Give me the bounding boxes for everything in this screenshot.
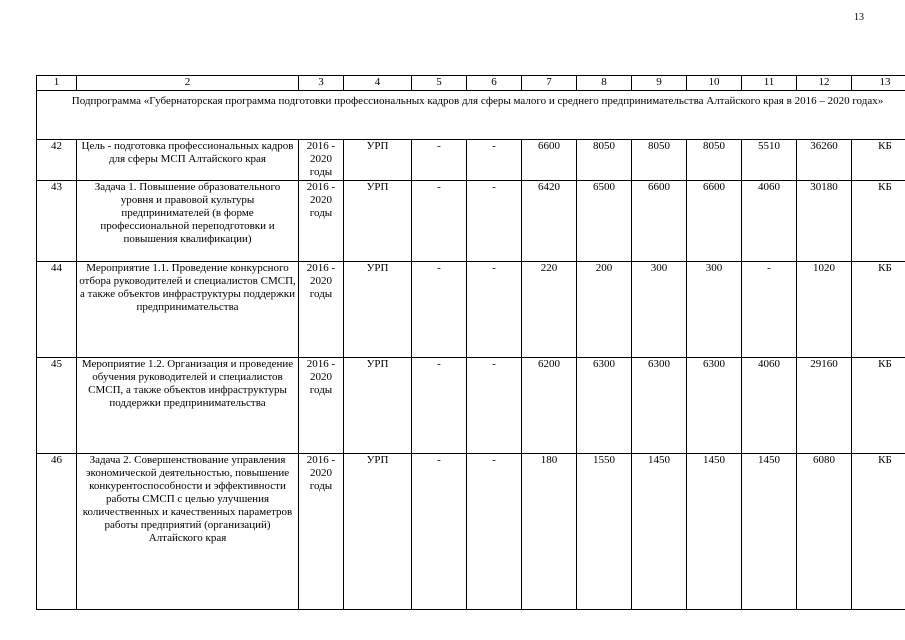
row-cell: 6080 bbox=[797, 454, 852, 610]
row-cell: КБ bbox=[852, 358, 905, 454]
column-header: 8 bbox=[577, 76, 632, 91]
column-number-row bbox=[37, 76, 905, 91]
row-cell: 8050 bbox=[577, 140, 632, 181]
column-header: 5 bbox=[412, 76, 467, 91]
row-cell: 1550 bbox=[577, 454, 632, 610]
row-cell: 6300 bbox=[687, 358, 742, 454]
row-cell: 6600 bbox=[632, 181, 687, 262]
row-cell: 300 bbox=[632, 262, 687, 358]
row-cell: КБ bbox=[852, 181, 905, 262]
subprogram-row bbox=[37, 91, 905, 140]
row-cell: КБ bbox=[852, 454, 905, 610]
row-cell: 8050 bbox=[687, 140, 742, 181]
column-header: 2 bbox=[77, 76, 299, 91]
row-number: 42 bbox=[37, 140, 77, 181]
row-cell: 1020 bbox=[797, 262, 852, 358]
row-cell: - bbox=[467, 262, 522, 358]
row-cell: 29160 bbox=[797, 358, 852, 454]
column-header: 13 bbox=[852, 76, 905, 91]
row-cell: КБ bbox=[852, 262, 905, 358]
table-row bbox=[37, 358, 905, 454]
row-description: Цель - подготовка профессиональных кадров для сферы МСП Алтайского края bbox=[77, 140, 299, 181]
row-cell: 1450 bbox=[687, 454, 742, 610]
row-cell: - bbox=[467, 358, 522, 454]
row-executor: УРП bbox=[344, 140, 412, 181]
row-number: 43 bbox=[37, 181, 77, 262]
budget-table bbox=[36, 75, 905, 610]
row-description: Задача 1. Повышение образовательного уровня и правовой культуры предпринимателей (в форме профессиональной переподготовки и повышения квалификации) bbox=[77, 181, 299, 262]
row-cell: 6420 bbox=[522, 181, 577, 262]
table-row bbox=[37, 181, 905, 262]
row-cell: 6300 bbox=[577, 358, 632, 454]
row-cell: 200 bbox=[577, 262, 632, 358]
row-years: 2016 - 2020 годы bbox=[299, 262, 344, 358]
table-row bbox=[37, 454, 905, 610]
column-header: 4 bbox=[344, 76, 412, 91]
row-cell: 5510 bbox=[742, 140, 797, 181]
row-description: Мероприятие 1.1. Проведение конкурсного отбора руководителей и специалистов СМСП, а также объектов инфраструктуры поддержки предпринимательства bbox=[77, 262, 299, 358]
row-cell: 4060 bbox=[742, 181, 797, 262]
row-cell: 6300 bbox=[632, 358, 687, 454]
row-cell: 1450 bbox=[742, 454, 797, 610]
row-cell: - bbox=[742, 262, 797, 358]
row-cell: - bbox=[467, 140, 522, 181]
column-header: 6 bbox=[467, 76, 522, 91]
row-cell: - bbox=[467, 454, 522, 610]
row-cell: 6600 bbox=[687, 181, 742, 262]
column-header: 7 bbox=[522, 76, 577, 91]
row-cell: 300 bbox=[687, 262, 742, 358]
table-row bbox=[37, 140, 905, 181]
row-cell: 8050 bbox=[632, 140, 687, 181]
row-years: 2016 - 2020 годы bbox=[299, 454, 344, 610]
row-cell: - bbox=[412, 262, 467, 358]
row-cell: 6500 bbox=[577, 181, 632, 262]
column-header: 10 bbox=[687, 76, 742, 91]
row-cell: 180 bbox=[522, 454, 577, 610]
column-header: 1 bbox=[37, 76, 77, 91]
row-description: Задача 2. Совершенствование управления экономической деятельностью, повышение конкурентоспособности и эффективности работы СМСП с целью улучшения количественных и качественных параметров работы предприятий (организаций) Алтайского края bbox=[77, 454, 299, 610]
subprogram-title: Подпрограмма «Губернаторская программа подготовки профессиональных кадров для сферы малого и среднего предпринимательства Алтайского края в 2016 – 2020 годах» bbox=[37, 91, 905, 140]
page-number: 13 bbox=[854, 12, 864, 23]
column-header: 9 bbox=[632, 76, 687, 91]
row-number: 44 bbox=[37, 262, 77, 358]
row-cell: - bbox=[467, 181, 522, 262]
row-executor: УРП bbox=[344, 454, 412, 610]
row-years: 2016 - 2020 годы bbox=[299, 140, 344, 181]
row-executor: УРП bbox=[344, 262, 412, 358]
row-executor: УРП bbox=[344, 358, 412, 454]
column-header: 12 bbox=[797, 76, 852, 91]
row-cell: 6200 bbox=[522, 358, 577, 454]
row-description: Мероприятие 1.2. Организация и проведение обучения руководителей и специалистов СМСП, а также объектов инфраструктуры поддержки предпринимательства bbox=[77, 358, 299, 454]
column-header: 3 bbox=[299, 76, 344, 91]
row-number: 46 bbox=[37, 454, 77, 610]
row-years: 2016 - 2020 годы bbox=[299, 358, 344, 454]
row-cell: 1450 bbox=[632, 454, 687, 610]
row-cell: 4060 bbox=[742, 358, 797, 454]
table-row bbox=[37, 262, 905, 358]
row-executor: УРП bbox=[344, 181, 412, 262]
row-cell: КБ bbox=[852, 140, 905, 181]
column-header: 11 bbox=[742, 76, 797, 91]
row-number: 45 bbox=[37, 358, 77, 454]
row-cell: - bbox=[412, 181, 467, 262]
row-cell: 36260 bbox=[797, 140, 852, 181]
row-cell: 220 bbox=[522, 262, 577, 358]
row-cell: - bbox=[412, 454, 467, 610]
row-cell: - bbox=[412, 358, 467, 454]
row-cell: 30180 bbox=[797, 181, 852, 262]
row-cell: - bbox=[412, 140, 467, 181]
row-years: 2016 - 2020 годы bbox=[299, 181, 344, 262]
row-cell: 6600 bbox=[522, 140, 577, 181]
